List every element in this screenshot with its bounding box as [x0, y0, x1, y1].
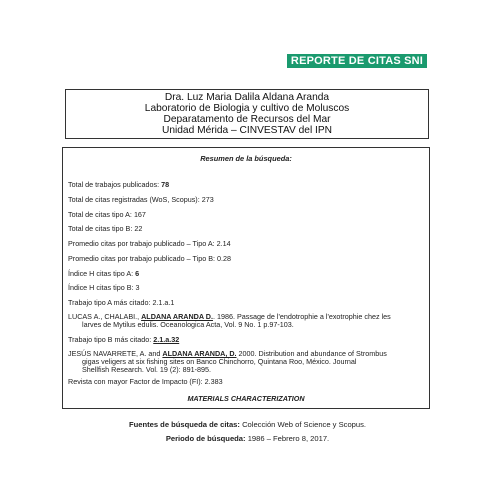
trabajo-b-row — [68, 336, 423, 344]
promedio-b-value: 0.28 — [217, 254, 232, 263]
total-citas-value: 273 — [201, 195, 214, 204]
indice-a-label: Índice H citas tipo A: — [68, 269, 134, 278]
trabajo-a-row — [68, 299, 423, 307]
revista-value: 2.383 — [204, 377, 223, 386]
indice-a-value: 6 — [135, 269, 140, 278]
citas-a-value: 167 — [133, 210, 146, 219]
department-name: Deparatamento de Recursos del Mar — [163, 114, 331, 125]
citation-b-authors: JESÚS NAVARRETE, A. and — [68, 349, 161, 358]
citas-b-value: 22 — [134, 224, 143, 233]
citation-b — [68, 350, 423, 374]
fuentes-line — [0, 420, 495, 429]
indice-b-label: Índice H citas tipo B: — [68, 283, 134, 292]
author-name: Dra. Luz Maria Dalila Aldana Aranda — [164, 92, 330, 103]
citation-b-line2: gigas veligers at six fishing sites on Banco Chinchorro, Quintana Roo, México. Journal — [82, 357, 357, 366]
periodo-line — [0, 434, 495, 443]
citation-b-line1: 2000. Distribution and abundance of Strombus — [236, 349, 387, 358]
promedio-a-row — [68, 240, 423, 248]
indice-b-row — [68, 284, 423, 292]
trabajo-b-value: 2.1.a.32 — [153, 335, 180, 344]
lab-name: Laboratorio de Biologia y cultivo de Moluscos — [144, 103, 350, 114]
indice-a-row — [68, 270, 423, 278]
citas-a-row — [68, 211, 423, 219]
citation-b-highlight-author: ALDANA ARANDA, D. — [162, 349, 237, 358]
citation-a-highlight-author: ALDANA ARANDA D. — [141, 312, 213, 321]
total-citas-label: Total de citas registradas (WoS, Scopus): — [68, 195, 200, 204]
author-header-box — [65, 89, 429, 139]
promedio-b-label: Promedio citas por trabajo publicado – Tipo B: — [68, 254, 216, 263]
citas-b-label: Total de citas tipo B: — [68, 224, 133, 233]
trabajo-a-value: 2.1.a.1 — [152, 298, 175, 307]
periodo-label: Periodo de búsqueda: — [165, 434, 246, 443]
total-trabajos-label: Total de trabajos publicados: — [68, 180, 160, 189]
promedio-b-row — [68, 255, 423, 263]
unit-name: Unidad Mérida – CINVESTAV del IPN — [161, 125, 333, 136]
revista-label: Revista con mayor Factor de Impacto (FI): — [68, 377, 203, 386]
citas-b-row — [68, 225, 423, 233]
citation-b-line3: Shellfish Research. Vol. 19 (2): 891-895. — [82, 365, 212, 374]
indice-b-value: 3 — [135, 283, 140, 292]
periodo-value: 1986 – Febrero 8, 2017. — [247, 434, 330, 443]
citas-a-label: Total de citas tipo A: — [68, 210, 132, 219]
journal-name: MATERIALS CHARACTERIZATION — [187, 394, 305, 403]
trabajo-a-label: Trabajo tipo A más citado: — [68, 298, 151, 307]
citation-a-authors: LUCAS A., CHALABI., — [68, 312, 140, 321]
promedio-a-value: 2.14 — [216, 239, 231, 248]
report-banner: REPORTE DE CITAS SNI — [287, 54, 427, 68]
citation-a — [68, 313, 423, 329]
citation-a-line2: larves de Mytilus edulis. Oceanologica Acta, Vol. 9 No. 1 p.97-103. — [82, 320, 294, 329]
fuentes-value: Colección Web of Science y Scopus. — [242, 420, 367, 429]
summary-title: Resumen de la búsqueda: — [200, 154, 292, 163]
trabajo-b-label: Trabajo tipo B más citado: — [68, 335, 152, 344]
revista-row — [68, 378, 423, 386]
citation-a-line1: . 1986. Passage de l'endotrophie a l'exotrophie chez les — [212, 312, 391, 321]
total-citas-row — [68, 196, 423, 204]
total-trabajos-value: 78 — [161, 180, 170, 189]
fuentes-label: Fuentes de búsqueda de citas: — [128, 420, 240, 429]
promedio-a-label: Promedio citas por trabajo publicado – Tipo A: — [68, 239, 215, 248]
search-summary-box — [62, 147, 430, 409]
total-trabajos-row — [68, 181, 423, 189]
